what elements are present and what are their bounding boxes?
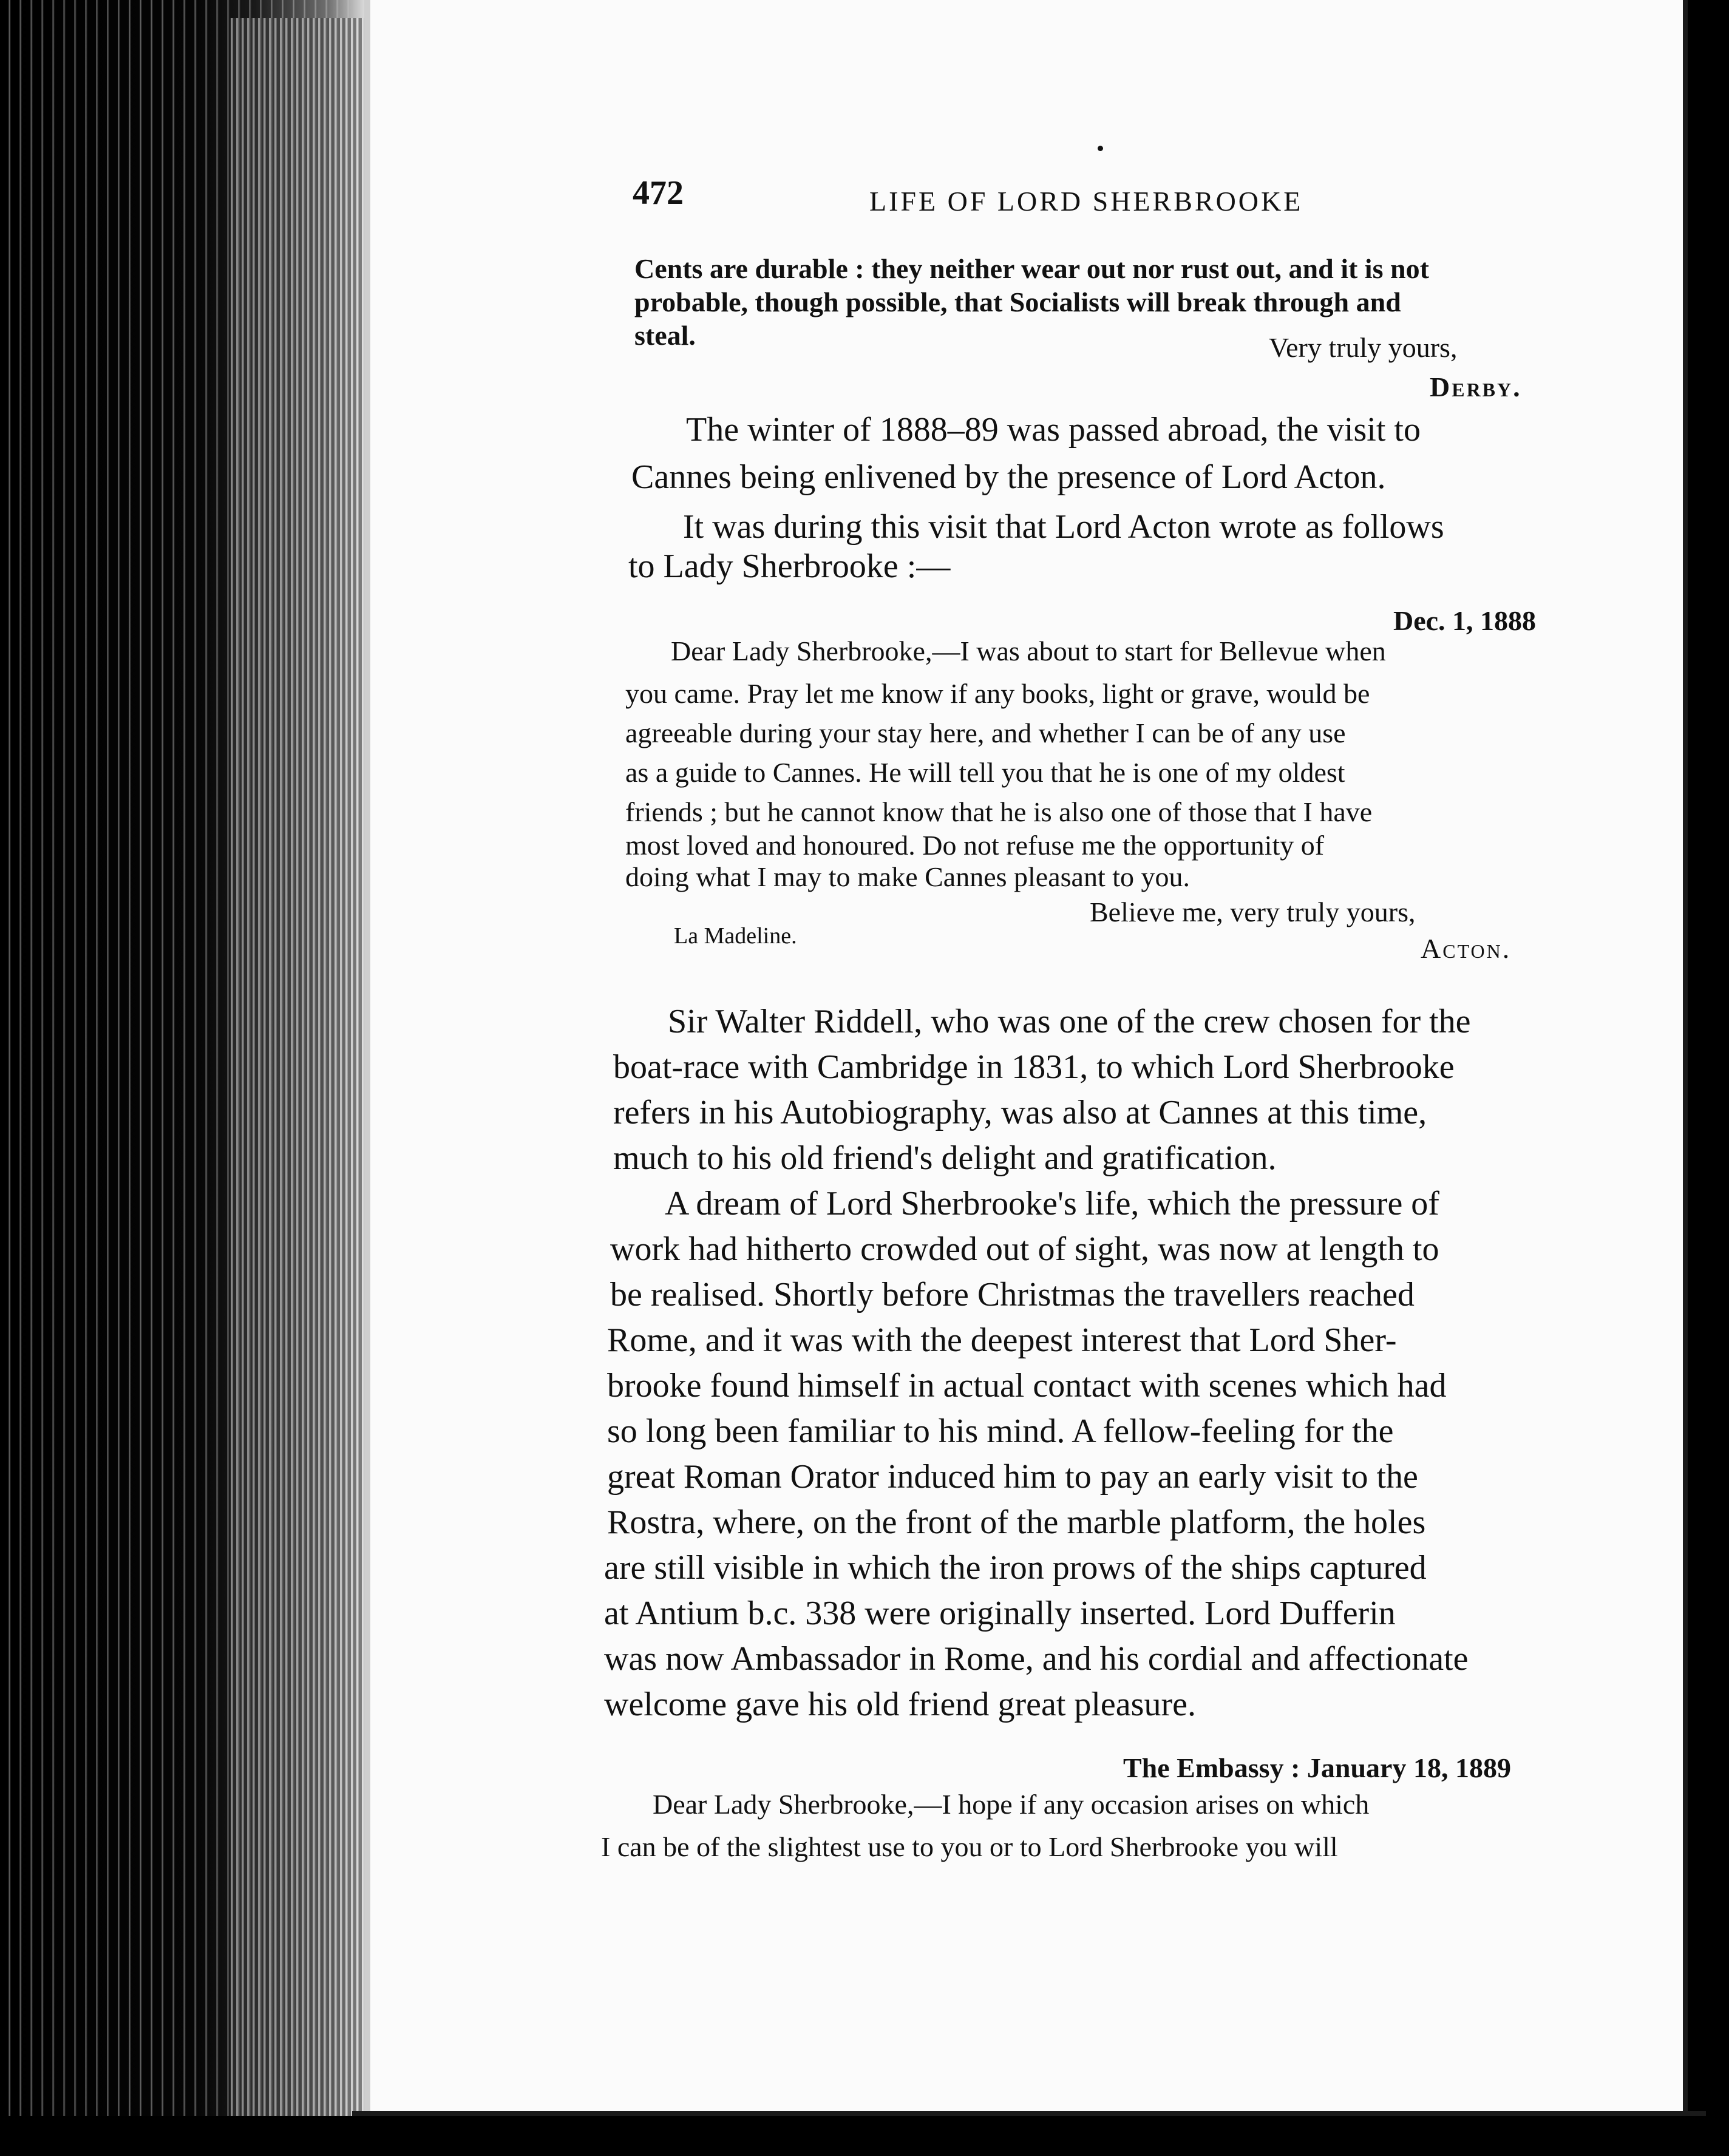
letter-line: doing what I may to make Cannes pleasant to you. (625, 861, 1191, 892)
letter-line: you came. Pray let me know if any books, light or grave, would be (625, 678, 1370, 709)
scan-border-right (1688, 0, 1729, 2156)
letter-line: I can be of the slightest use to you or to Lord Sherbrooke you will (601, 1831, 1338, 1862)
page-right-edge (1683, 0, 1688, 2124)
paragraph-line: Rome, and it was with the deepest interest that Lord Sher- (607, 1321, 1397, 1359)
paragraph-line: refers in his Autobiography, was also at Cannes at this time, (613, 1094, 1427, 1131)
letter-line: probable, though possible, that Socialists will break through and (634, 286, 1401, 317)
letter-line: Dear Lady Sherbrooke,—I was about to start for Bellevue when (671, 636, 1386, 666)
paragraph-line: Sir Walter Riddell, who was one of the crew chosen for the (668, 1003, 1471, 1040)
paragraph-line: be realised. Shortly before Christmas the travellers reached (610, 1276, 1415, 1314)
paragraph-line: welcome gave his old friend great pleasure. (604, 1686, 1196, 1723)
paragraph-line: are still visible in which the iron prows of the ships captured (604, 1549, 1427, 1587)
running-head: LIFE OF LORD SHERBROOKE (869, 186, 1303, 217)
scan-border-bottom (0, 2116, 1729, 2156)
letter-signature: Acton. (1421, 933, 1512, 964)
letter-date: Dec. 1, 1888 (1393, 605, 1537, 636)
page-bottom-edge (352, 2111, 1706, 2116)
paragraph-line: brooke found himself in actual contact with scenes which had (607, 1367, 1447, 1405)
paragraph-line: to Lady Sherbrooke :— (628, 547, 951, 585)
letter-closing: Very truly yours, (1269, 332, 1458, 363)
letter-dateline: The Embassy : January 18, 1889 (1123, 1752, 1511, 1783)
letter-signature: Derby. (1430, 371, 1522, 402)
letter-line: steal. (634, 320, 696, 351)
letter-closing: Believe me, very truly yours, (1090, 897, 1416, 927)
letter-line: Cents are durable : they neither wear out nor rust out, and it is not (634, 253, 1429, 284)
paragraph-line: was now Ambassador in Rome, and his cordial and affectionate (604, 1640, 1469, 1678)
ink-speck (1098, 146, 1103, 151)
paragraph-line: A dream of Lord Sherbrooke's life, which the pressure of (665, 1185, 1439, 1222)
letter-line: as a guide to Cannes. He will tell you that he is one of my oldest (625, 757, 1345, 788)
page-edges (231, 18, 370, 2143)
paragraph-line: The winter of 1888–89 was passed abroad, the visit to (686, 411, 1421, 449)
paragraph-line: Cannes being enlivened by the presence of Lord Acton. (631, 458, 1386, 496)
letter-line: agreeable during your stay here, and whether I can be of any use (625, 717, 1346, 748)
paragraph-line: Rostra, where, on the front of the marble platform, the holes (607, 1503, 1426, 1541)
paragraph-line: at Antium b.c. 338 were originally inserted. Lord Dufferin (604, 1595, 1396, 1632)
paragraph-line: so long been familiar to his mind. A fellow-feeling for the (607, 1412, 1394, 1450)
letter-line: most loved and honoured. Do not refuse me the opportunity of (625, 830, 1325, 861)
letter-line: Dear Lady Sherbrooke,—I hope if any occasion arises on which (653, 1789, 1370, 1820)
letter-place: La Madeline. (674, 923, 797, 949)
letter-line: friends ; but he cannot know that he is also one of those that I have (625, 796, 1373, 827)
paragraph-line: boat-race with Cambridge in 1831, to which Lord Sherbrooke (613, 1048, 1455, 1086)
paragraph-line: much to his old friend's delight and gratification. (613, 1139, 1277, 1177)
paragraph-line: work had hitherto crowded out of sight, was now at length to (610, 1230, 1439, 1268)
paragraph-line: It was during this visit that Lord Acton wrote as follows (683, 508, 1444, 546)
page-number: 472 (633, 174, 684, 212)
paragraph-line: great Roman Orator induced him to pay an early visit to the (607, 1458, 1418, 1496)
